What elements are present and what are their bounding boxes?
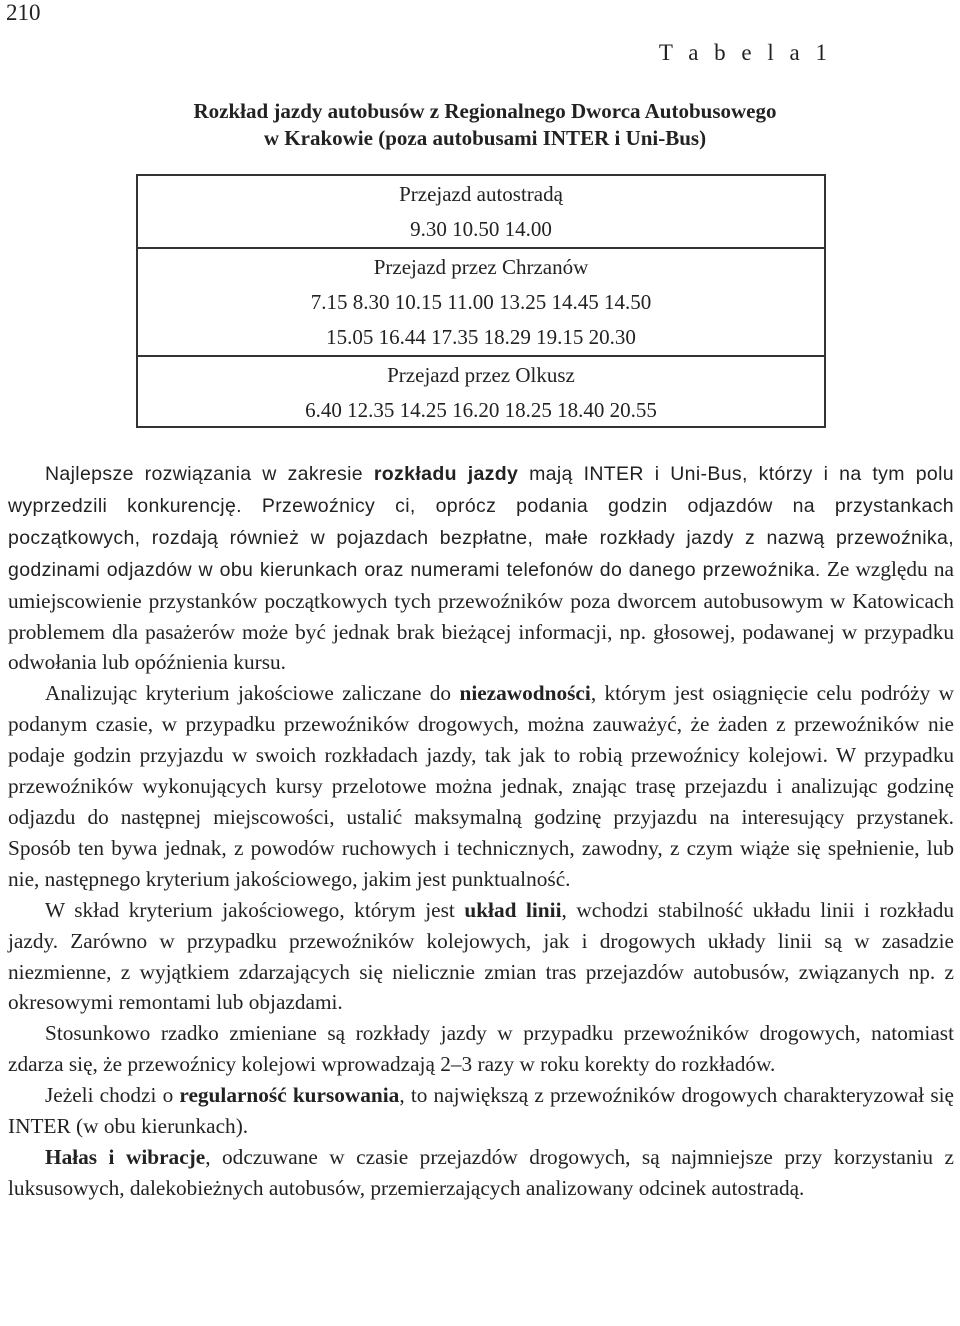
text-run: , wchodzi stabilność układu linii i rozkładu jazdy. Zarówno w przypadku przewoźników kolejowych, jak i drogowych układy linii są w zasadzie niezmienne, z wyjątkiem zdarzających się nielicznie zmian tras przejazdów autobusów, związanych np. z okresowymi remontami lub objazdami. [8, 897, 954, 1015]
text-run: , to największą z przewoźników drogowych charakteryzował się INTER (w obu kierunkach). [8, 1083, 954, 1139]
paragraph-4 [8, 1018, 954, 1080]
emphasis-run: Hałas i wibracje [45, 1144, 206, 1169]
table-title-line-1: Rozkład jazdy autobusów z Regionalnego Dworca Autobusowego [193, 99, 777, 123]
text-run: Analizując kryterium jakościowe zaliczane do [45, 681, 460, 706]
emphasis-run: niezawodności [459, 681, 591, 706]
table-title [160, 98, 810, 152]
schedule-section-motorway [138, 176, 824, 249]
paragraph-6 [8, 1142, 954, 1204]
section-heading: Przejazd autostradą [399, 182, 563, 206]
section-times [138, 212, 824, 247]
text-run: , odczuwane w czasie przejazdów drogowych, są najmniejsze przy korzystaniu z luksusowych, dalekobieżnych autobusów, przemierzających analizowany odcinek autostradą. [8, 1144, 954, 1200]
section-heading: Przejazd przez Olkusz [387, 363, 575, 387]
paragraph-5 [8, 1080, 954, 1142]
schedule-table [136, 174, 826, 428]
text-run: , którym jest osiągnięcie celu podróży w podanym czasie, w przypadku przewoźników drogowych, można zauważyć, że żaden z przewoźników nie podaje godzin przyjazdu w swoich rozkładach jazdy, tak jak to robią przewoźnicy kolejowi. W przypadku przewoźników wykonujących kursy przelotowe można jednak, znając trasę przejazdu i analizując godzinę odjazdu do następnej miejscowości, ustalić maksymalną godzinę przyjazdu na interesujący przystanek. Sposób ten bywa jednak, z powodów ruchowych i technicznych, zawodny, z czym wiąże się spełnienie, lub nie, następnego kryterium jakościowego, jakim jest punktualność. [8, 681, 954, 891]
text-run: Stosunkowo rzadko zmieniane są rozkłady jazdy w przypadku przewoźników drogowych, natomiast zdarza się, że przewoźnicy kolejowi wprowadzają 2–3 razy w roku korekty do rozkładów. [8, 1021, 954, 1077]
times-row: 9.30 10.50 14.00 [410, 217, 552, 241]
page-number: 210 [6, 0, 41, 25]
text-run: mają INTER i Uni-Bus, którzy i na tym polu wyprzedzili konkurencję. [8, 463, 954, 517]
table-label: T a b e l a 1 [658, 40, 832, 65]
emphasis-run: regularność kursowania [179, 1083, 400, 1108]
emphasis-run: rozkładu jazdy [373, 463, 519, 485]
paragraph-1 [8, 458, 954, 678]
times-row: 7.15 8.30 10.15 11.00 13.25 14.45 14.50 [310, 290, 652, 314]
text-run: Jeżeli chodzi o [45, 1083, 180, 1108]
schedule-section-chrzanow [138, 249, 824, 357]
section-times [138, 393, 824, 428]
table-title-line-2: w Krakowie (poza autobusami INTER i Uni-Bus) [263, 126, 707, 150]
schedule-section-olkusz [138, 357, 824, 428]
paragraph-2 [8, 678, 954, 894]
text-run: Najlepsze rozwiązania w zakresie [45, 463, 374, 485]
section-heading: Przejazd przez Chrzanów [373, 255, 589, 279]
text-run: Przewoźnicy ci, oprócz podania godzin odjazdów na przystankach początkowych, rozdają również w pojazdach bezpłatne, małe rozkłady jazdy z nazwą przewoźnika, godzinami odjazdów w obu kierunkach oraz numerami telefonów do danego przewoźnika. [8, 494, 954, 581]
text-run: Ze względu na umiejscowienie przystanków początkowych tych przewoźników poza dworcem autobusowym w Katowicach problemem dla pasażerów może być jednak brak bieżącej informacji, np. głosowej, podawanej w przypadku odwołania lub opóźnienia kursu. [8, 556, 954, 675]
text-run: W skład kryterium jakościowego, którym jest [45, 897, 465, 922]
times-row: 6.40 12.35 14.25 16.20 18.25 18.40 20.55 [305, 398, 657, 422]
body-text [8, 458, 954, 1204]
times-row: 15.05 16.44 17.35 18.29 19.15 20.30 [326, 325, 636, 349]
emphasis-run: układ linii [464, 897, 562, 922]
paragraph-3 [8, 895, 954, 1019]
section-times [138, 285, 824, 355]
